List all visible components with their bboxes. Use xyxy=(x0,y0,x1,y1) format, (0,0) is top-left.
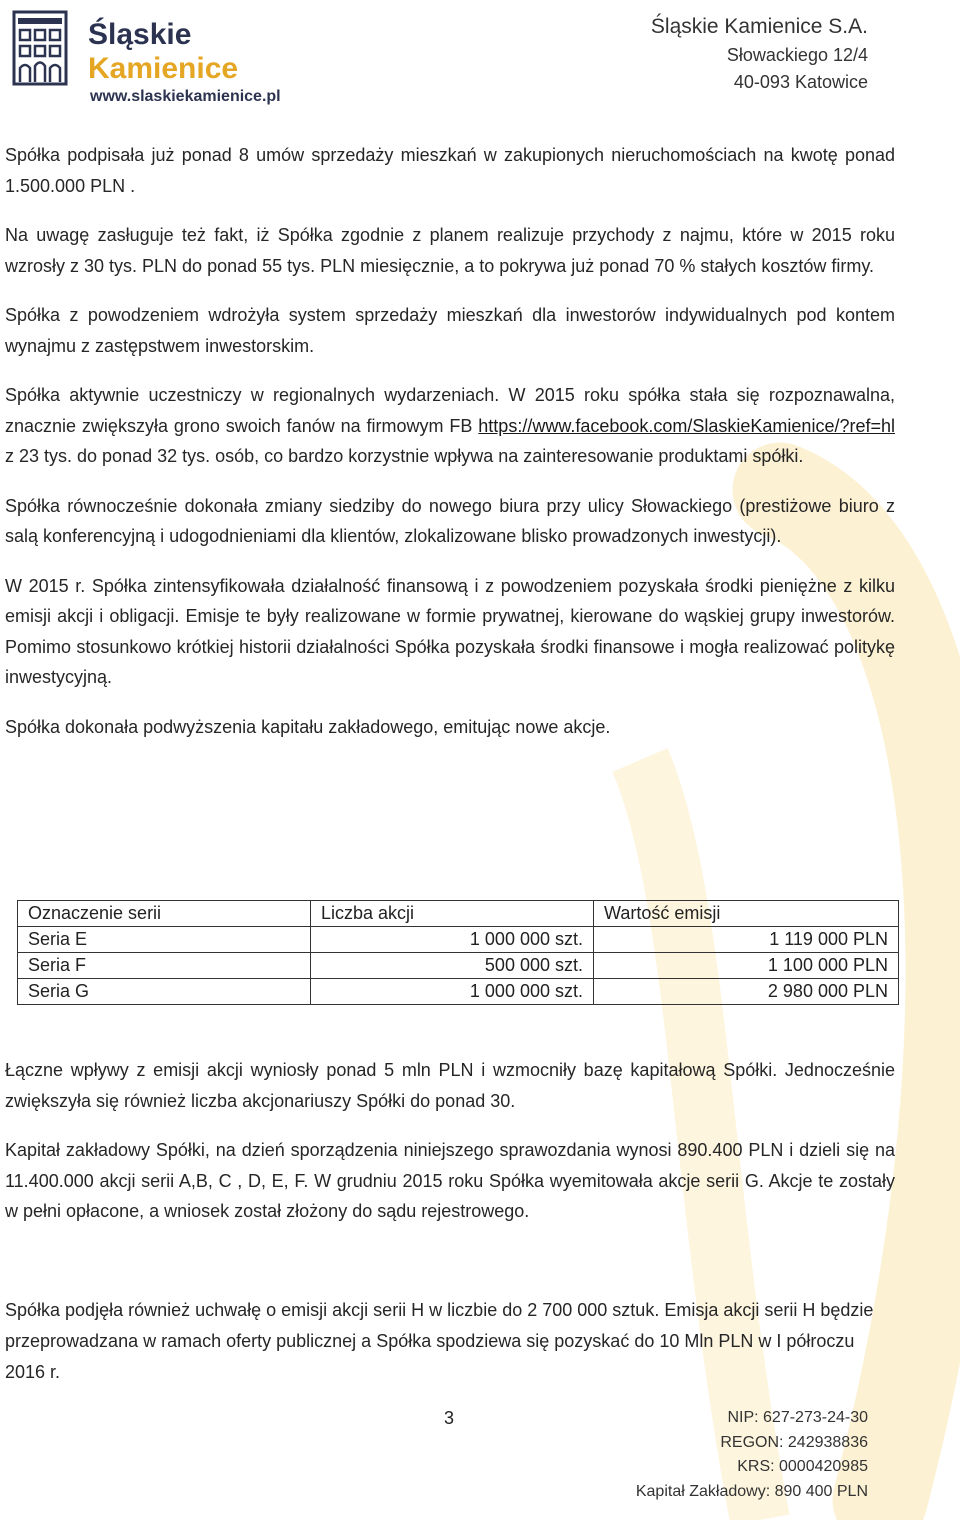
paragraph: Spółka podpisała już ponad 8 umów sprzedaży mieszkań w zakupionych nieruchomościach na kwotę ponad 1.500.000 PLN . xyxy=(5,145,895,196)
paragraph: Kapitał zakładowy Spółki, na dzień sporządzenia niniejszego sprawozdania wynosi 890.400 PLN i dzieli się na 11.400.000 akcji serii A,B, C , D, E, F. W grudniu 2015 roku Spółka wyemitowała akcje serii G. Akcje te zostały w pełni opłacone, a wniosek został złożony do sądu rejestrowego. xyxy=(5,1140,895,1221)
value-cell: 1 119 000 PLN xyxy=(594,927,899,953)
report-body xyxy=(5,140,895,761)
paragraph-text: z 23 tys. do ponad 32 tys. osób, co bardzo korzystnie wpływa na zainteresowanie produktami spółki. xyxy=(5,446,804,466)
table-row xyxy=(18,927,899,953)
regon-number: REGON: 242938836 xyxy=(720,1433,868,1451)
series-cell: Seria F xyxy=(18,953,311,979)
shares-cell: 1 000 000 szt. xyxy=(311,979,594,1005)
header-cell-value: Wartość emisji xyxy=(594,901,899,927)
paragraph: Spółka równocześnie dokonała zmiany siedziby do nowego biura przy ulicy Słowackiego (prestiżowe biuro z salą konferencyjną i udogodnieniami dla klientów, zlokalizowane blisko prowadzonych inwestycji). xyxy=(5,495,895,546)
paragraph: Spółka z powodzeniem wdrożyła system sprzedaży mieszkań dla inwestorów indywidualnych pod kontem wynajmu z zastępstwem inwestorskim. xyxy=(5,305,895,356)
paragraph: Spółka dokonała podwyższenia kapitału zakładowego, emitując nowe akcje. xyxy=(5,716,611,737)
building-icon xyxy=(12,10,68,86)
address-street: Słowackiego 12/4 xyxy=(726,45,868,65)
address-city: 40-093 Katowice xyxy=(733,72,868,92)
nip-number: NIP: 627-273-24-30 xyxy=(727,1409,868,1426)
company-name: Śląskie Kamienice S.A. xyxy=(650,15,868,38)
paragraph: Łączne wpływy z emisji akcji wyniosły ponad 5 mln PLN i wzmocniły bazę kapitałową Spółki. Jednocześnie zwiększyła się również liczba akcjonariuszy Spółki do ponad 30. xyxy=(5,1060,895,1111)
shares-cell: 500 000 szt. xyxy=(311,953,594,979)
paragraph: Spółka podjęła również uchwałę o emisji akcji serii H w liczbie do 2 700 000 sztuk. Emisja akcji serii H będzie przeprowadzana w ramach oferty publicznej a Spółka spodziewa się pozyskać do 10 Mln PLN w I półroczu 2016 r. xyxy=(5,1300,874,1382)
paragraph: W 2015 r. Spółka zintensyfikowała działalność finansową i z powodzeniem pozyskała środki pieniężne z kilku emisji akcji i obligacji. Emisje te były realizowane w formie prywatnej, kierowane do wąskiej grupy inwestorów. Pomimo stosunkowo krótkiej historii działalności Spółka pozyskała środki finansowe i mogła realizować politykę inwestycyjną. xyxy=(5,575,895,687)
table-row xyxy=(18,953,899,979)
logo-text-line2: Kamienice xyxy=(88,52,239,85)
report-body-continued xyxy=(5,1055,895,1246)
series-cell: Seria G xyxy=(18,979,311,1005)
page-number: 3 xyxy=(444,1408,455,1428)
company-address-block xyxy=(651,12,868,96)
paragraph-text: Spółka aktywnie uczestniczy w regionalnych wydarzeniach. W 2015 roku spółka stała się rozpoznawalna, znacznie zwiększyła grono swoich fanów na firmowym FB xyxy=(5,385,895,436)
logo-text-line1: Śląskie xyxy=(88,18,192,51)
krs-number: KRS: 0000420985 xyxy=(737,1458,868,1475)
share-issues-table xyxy=(17,900,899,1005)
shares-cell: 1 000 000 szt. xyxy=(311,927,594,953)
company-logo[interactable] xyxy=(8,8,308,108)
header-cell-shares: Liczba akcji xyxy=(311,901,594,927)
paragraph: Na uwagę zasługuje też fakt, iż Spółka zgodnie z planem realizuje przychody z najmu, które w 2015 roku wzrosły z 30 tys. PLN do ponad 55 tys. PLN miesięcznie, a to pokrywa już ponad 70 % stałych kosztów firmy. xyxy=(5,225,895,276)
paragraph-with-link xyxy=(5,380,895,472)
value-cell: 2 980 000 PLN xyxy=(594,979,899,1005)
website-url[interactable]: www.slaskiekamienice.pl xyxy=(90,88,281,105)
series-cell: Seria E xyxy=(18,927,311,953)
facebook-link[interactable]: https://www.facebook.com/SlaskieKamienice/?ref=hl xyxy=(478,415,895,436)
report-body-final xyxy=(5,1295,895,1388)
header-cell-series: Oznaczenie serii xyxy=(18,901,311,927)
share-capital: Kapitał Zakładowy: 890 400 PLN xyxy=(635,1482,868,1500)
value-cell: 1 100 000 PLN xyxy=(594,953,899,979)
table-header-row xyxy=(18,901,899,927)
company-registration-info xyxy=(636,1406,868,1504)
table-row xyxy=(18,979,899,1005)
